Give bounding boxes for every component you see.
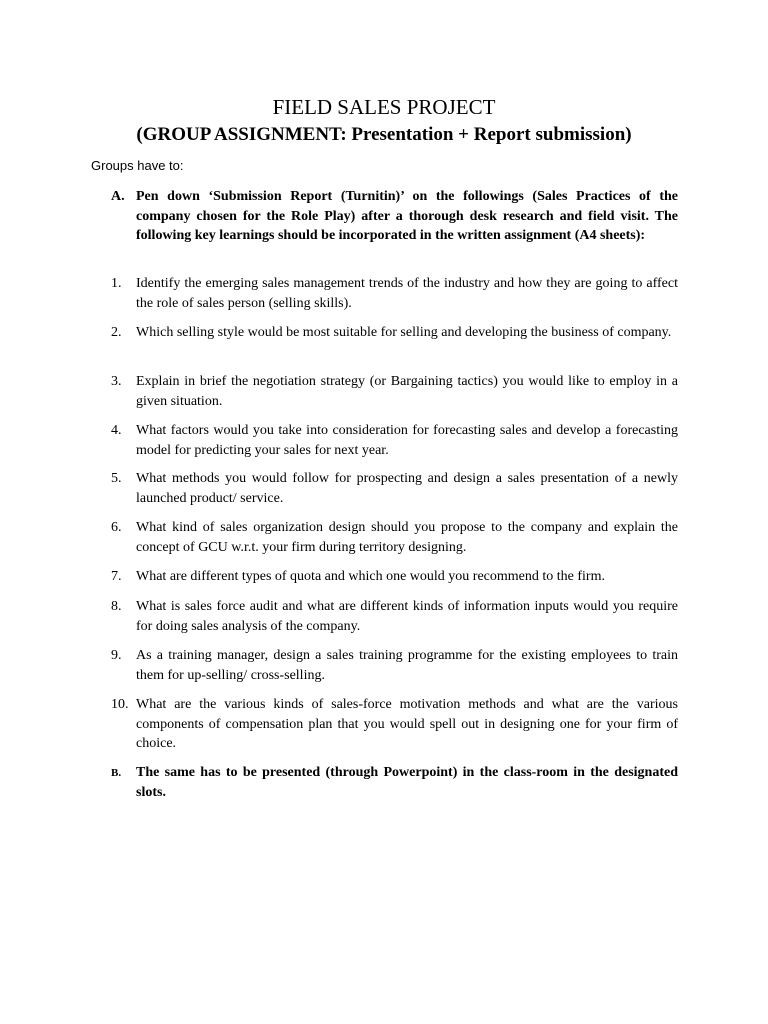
page-title: FIELD SALES PROJECT — [272, 95, 496, 119]
list-item-text: What methods you would follow for prospecting and design a sales presentation of a newly launched product/ service. — [136, 471, 678, 506]
list-item — [91, 695, 678, 754]
list-item — [91, 372, 678, 411]
list-item-text: As a training manager, design a sales training programme for the existing employees to train them for up-selling/ cross-selling. — [136, 648, 678, 683]
list-item — [91, 567, 678, 587]
list-item-marker: 10. — [111, 697, 129, 712]
list-item-text: What is sales force audit and what are different kinds of information inputs would you require for doing sales analysis of the company. — [136, 599, 678, 634]
intro-text: Groups have to: — [91, 158, 184, 173]
list-item — [91, 274, 678, 313]
section-b-marker: B. — [111, 767, 122, 779]
list-item-marker: 2. — [111, 325, 122, 340]
list-item-text: Which selling style would be most suitable for selling and developing the business of company. — [136, 325, 672, 340]
list-item-marker: 3. — [111, 374, 122, 389]
section-a-text: Pen down ‘Submission Report (Turnitin)’ on the followings (Sales Practices of the company chosen for the Role Play) after a thorough desk research and field visit. The following key learnings should be incorporated in the written assignment (A4 sheets): — [136, 189, 678, 243]
section-b-text: The same has to be presented (through Powerpoint) in the class-room in the designated slots. — [136, 765, 678, 800]
section-a — [91, 187, 678, 246]
list-item-marker: 7. — [111, 569, 122, 584]
list-item-text: Explain in brief the negotiation strategy (or Bargaining tactics) you would like to employ in a given situation. — [136, 374, 678, 409]
list-item-text: What factors would you take into consideration for forecasting sales and develop a forecasting model for predicting your sales for next year. — [136, 423, 678, 458]
list-item — [91, 421, 678, 460]
section-a-marker: A. — [111, 189, 125, 204]
list-item — [91, 646, 678, 685]
list-item-marker: 5. — [111, 471, 122, 486]
list-item-text: Identify the emerging sales management trends of the industry and how they are going to affect the role of sales person (selling skills). — [136, 276, 678, 311]
list-item-marker: 4. — [111, 423, 122, 438]
list-item-marker: 1. — [111, 276, 122, 291]
list-item-text: What are different types of quota and which one would you recommend to the firm. — [136, 569, 605, 584]
list-item — [91, 518, 678, 557]
list-item-text: What are the various kinds of sales-force motivation methods and what are the various components of compensation plan that you would spell out in designing one for your firm of choice. — [136, 697, 678, 751]
list-item — [91, 323, 678, 343]
list-item — [91, 597, 678, 636]
list-item — [91, 469, 678, 508]
section-b — [91, 763, 678, 802]
list-item-marker: 9. — [111, 648, 122, 663]
list-item-text: What kind of sales organization design should you propose to the company and explain the concept of GCU w.r.t. your firm during territory designing. — [136, 520, 678, 555]
page-subtitle: (GROUP ASSIGNMENT: Presentation + Report submission) — [136, 124, 632, 145]
list-item-marker: 8. — [111, 599, 122, 614]
list-item-marker: 6. — [111, 520, 122, 535]
